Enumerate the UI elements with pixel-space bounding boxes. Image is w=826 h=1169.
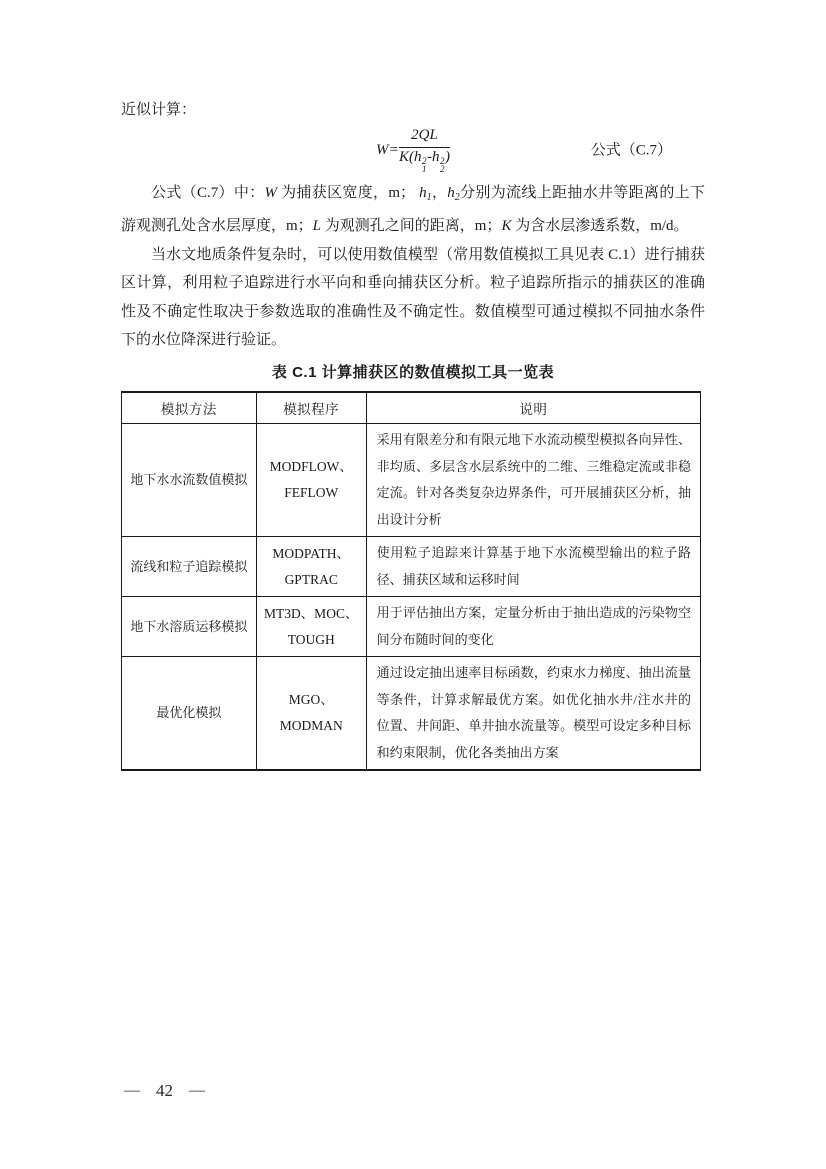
numerical-model-paragraph: 当水文地质条件复杂时，可以使用数值模型（常用数值模拟工具见表 C.1）进行捕获区计算，利用粒子追踪进行水平向和垂向捕获区分析。粒子追踪所指示的捕获区的准确性及不确定性取决于参数选取的准确性及不确定性。数值模型可通过模拟不同抽水条件下的水位降深进行验证。 [121,246,705,348]
cell-method: 地下水水流数值模拟 [122,424,257,537]
table-row [122,597,701,657]
h1-supsub: 2 1 [421,155,427,175]
formula-label: 公式（C.7） [590,141,672,158]
cell-program: MODPATH、GPTRAC [256,537,366,597]
simulation-tools-table [121,391,701,772]
table-row [122,424,701,537]
formula-equals: = [389,142,398,158]
cell-method: 地下水溶质运移模拟 [122,597,257,657]
cell-description: 采用有限差分和有限元地下水流动模型模拟各向异性、非均质、多层含水层系统中的二维、三维稳定流或非稳定流。针对各类复杂边界条件，可开展捕获区分析，抽出设计分析 [366,424,700,537]
table-header-row [122,392,701,424]
cell-description: 通过设定抽出速率目标函数，约束水力梯度、抽出流量等条件，计算求解最优方案。如优化抽水井/注水井的位置、井间距、单井抽水流量等。模型可设定多种目标和约束限制，优化各类抽出方案 [366,657,700,771]
footer-right-dash: — [189,1082,205,1099]
footer-page-number: 42 [156,1081,173,1100]
formula-c7 [376,127,450,173]
fraction-numerator: 2QL [399,127,450,147]
header-description: 说明 [366,392,700,424]
formula-fraction [399,127,450,173]
table-row [122,657,701,771]
cell-program: MGO、MODMAN [256,657,366,771]
table-title: 表 C.1 计算捕获区的数值模拟工具一览表 [271,363,555,381]
footer-left-dash: — [124,1082,140,1099]
cell-program: MODFLOW、FEFLOW [256,424,366,537]
formula-explanation-paragraph: 公式（C.7）中：W 为捕获区宽度，m； $h_1$，$h_2$分别为流线上距抽水井等距离的上下游观测孔处含水层厚度，m；L 为观测孔之间的距离，m；K 为含水层渗透系数，m/d。 [121,184,705,234]
header-method: 模拟方法 [122,392,257,424]
cell-method: 最优化模拟 [122,657,257,771]
cell-program: MT3D、MOC、TOUGH [256,597,366,657]
h2-supsub: 2 2 [439,155,445,175]
header-program: 模拟程序 [256,392,366,424]
cell-description: 使用粒子追踪来计算基于地下水流模型输出的粒子路径、捕获区域和运移时间 [366,537,700,597]
fraction-denominator: K(h 2 1 -h 2 2 ) [398,148,450,175]
formula-block [121,127,705,175]
page-number [122,1081,207,1101]
formula-lhs: W [376,142,389,158]
cell-method: 流线和粒子追踪模拟 [122,537,257,597]
table-row [122,537,701,597]
intro-text: 近似计算： [121,102,197,118]
cell-description: 用于评估抽出方案，定量分析由于抽出造成的污染物空间分布随时间的变化 [366,597,700,657]
